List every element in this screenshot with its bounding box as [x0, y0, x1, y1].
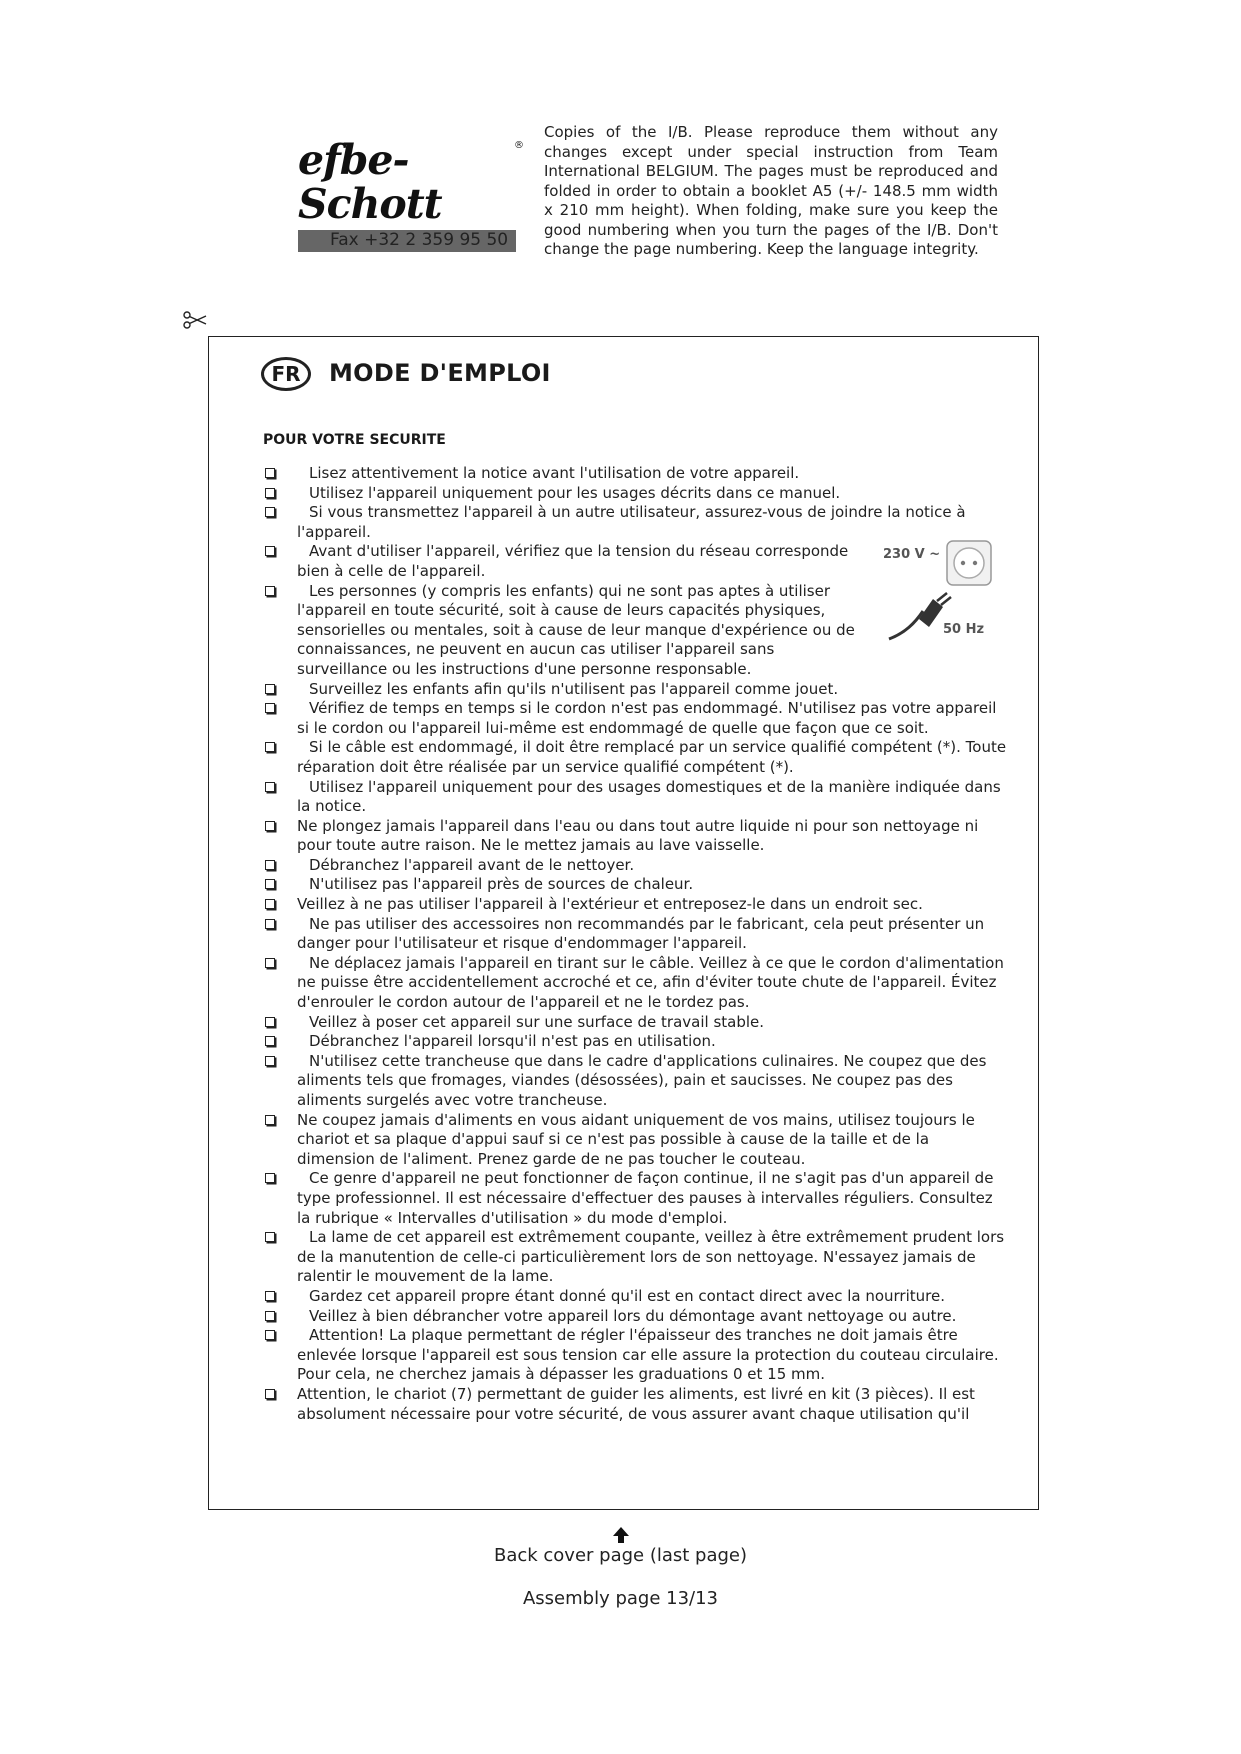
plug-frequency: 50 Hz	[943, 622, 985, 637]
list-item: Attention! La plaque permettant de régler l'épaisseur des tranches ne doit jamais être enlevée lorsque l'appareil est sous tension car elle assure la protection du couteau circulaire. Pour cela, ne cherchez jamais à dépasser les graduations 0 et 15 mm.	[209, 1326, 1040, 1385]
list-item: N'utilisez pas l'appareil près de sources de chaleur.	[209, 875, 1040, 895]
checkbox-bullet-icon	[265, 703, 275, 713]
print-instructions: Copies of the I/B. Please reproduce them without any changes except under special instruction from Team International BELGIUM. The pages must be reproduced and folded in order to obtain a booklet A5 (+/- 148.5 mm width x 210 mm height). When folding, make sure you keep the good numbering when you turn the pages of the I/B. Don't change the page numbering. Keep the language integrity.	[544, 123, 998, 258]
checkbox-bullet-icon	[265, 1330, 275, 1340]
checkbox-bullet-icon	[265, 821, 275, 831]
list-item: Débranchez l'appareil avant de le nettoyer.	[209, 856, 1040, 876]
checkbox-bullet-icon	[265, 468, 275, 478]
checkbox-bullet-icon	[265, 1173, 275, 1183]
list-item: Si le câble est endommagé, il doit être remplacé par un service qualifié compétent (*). Toute réparation doit être réalisée par un service qualifié compétent (*).	[209, 738, 1040, 777]
checkbox-bullet-icon	[265, 586, 275, 596]
fax-number: Fax +32 2 359 95 50	[330, 230, 509, 250]
list-item: Vérifiez de temps en temps si le cordon n'est pas endommagé. N'utilisez pas votre appareil si le cordon ou l'appareil lui-même est endommagé de quelle que façon que ce soit.	[209, 699, 1040, 738]
list-item: Utilisez l'appareil uniquement pour des usages domestiques et de la manière indiquée dans la notice.	[209, 778, 1040, 817]
checkbox-bullet-icon	[265, 684, 275, 694]
checkbox-bullet-icon	[265, 879, 275, 889]
section-heading: POUR VOTRE SECURITE	[263, 432, 446, 448]
list-item: Ne déplacez jamais l'appareil en tirant sur le câble. Veillez à ce que le cordon d'alimentation ne puisse être accidentellement accroché et ce, afin d'éviter toute chute de l'appareil. Évitez d'enrouler le cordon autour de l'appareil et ne le tordez pas.	[209, 954, 1040, 1013]
checkbox-bullet-icon	[265, 546, 275, 556]
checkbox-bullet-icon	[265, 919, 275, 929]
list-item: Ne pas utiliser des accessoires non recommandés par le fabricant, cela peut présenter un danger pour l'utilisateur et risque d'endommager l'appareil.	[209, 915, 1040, 954]
list-item: Veillez à bien débrancher votre appareil lors du démontage avant nettoyage ou autre.	[209, 1307, 1040, 1327]
checkbox-bullet-icon	[265, 507, 275, 517]
checkbox-bullet-icon	[265, 1232, 275, 1242]
checkbox-bullet-icon	[265, 860, 275, 870]
checkbox-bullet-icon	[265, 1115, 275, 1125]
checkbox-bullet-icon	[265, 1056, 275, 1066]
list-item: Surveillez les enfants afin qu'ils n'utilisent pas l'appareil comme jouet.	[209, 680, 1040, 700]
safety-rules-list	[209, 464, 1040, 1424]
list-item: Gardez cet appareil propre étant donné qu'il est en contact direct avec la nourriture.	[209, 1287, 1040, 1307]
list-item: Veillez à poser cet appareil sur une surface de travail stable.	[209, 1013, 1040, 1033]
list-item: La lame de cet appareil est extrêmement coupante, veillez à être extrêmement prudent lors de la manutention de celle-ci particulièrement lors de son nettoyage. N'essayez jamais de ralentir le mouvement de la lame.	[209, 1228, 1040, 1287]
list-item: Avant d'utiliser l'appareil, vérifiez que la tension du réseau corresponde bien à celle de l'appareil.	[209, 542, 1040, 581]
registered-mark-icon: ®	[514, 140, 524, 151]
list-item: N'utilisez cette trancheuse que dans le cadre d'applications culinaires. Ne coupez que des aliments tels que fromages, viandes (désossées), pain et saucisses. Ne coupez pas des aliments surgelés avec votre trancheuse.	[209, 1052, 1040, 1111]
checkbox-bullet-icon	[265, 1017, 275, 1027]
back-cover-label: Back cover page (last page)	[493, 1545, 748, 1566]
checkbox-bullet-icon	[265, 1036, 275, 1046]
list-item: Si vous transmettez l'appareil à un autre utilisateur, assurez-vous de joindre la notice à l'appareil.	[209, 503, 1040, 542]
list-item: Veillez à ne pas utiliser l'appareil à l'extérieur et entreposez-le dans un endroit sec.	[209, 895, 1040, 915]
list-item: Débranchez l'appareil lorsqu'il n'est pas en utilisation.	[209, 1032, 1040, 1052]
checkbox-bullet-icon	[265, 1311, 275, 1321]
arrow-up-icon	[610, 1525, 632, 1545]
manual-title: MODE D'EMPLOI	[329, 359, 551, 387]
list-item: Ne coupez jamais d'aliments en vous aidant uniquement de vos mains, utilisez toujours le chariot et sa plaque d'appui sauf si ce n'est pas possible à cause de la taille et de la dimension de l'aliment. Prenez garde de ne pas toucher le couteau.	[209, 1111, 1040, 1170]
assembly-page-label: Assembly page 13/13	[522, 1588, 719, 1609]
scissors-icon	[182, 307, 208, 333]
list-item: Les personnes (y compris les enfants) qui ne sont pas aptes à utiliser l'appareil en toute sécurité, soit à cause de leurs capacités physiques, sensorielles ou mentales, soit à cause de leur manque d'expérience ou de connaissances, ne peuvent en aucun cas utiliser l'appareil sans surveillance ou les instructions d'une personne responsable.	[209, 582, 1040, 680]
list-item: Ne plongez jamais l'appareil dans l'eau ou dans tout autre liquide ni pour son nettoyage ni pour toute autre raison. Ne le mettez jamais au lave vaisselle.	[209, 817, 1040, 856]
plug-voltage: 230 V ~	[883, 547, 941, 562]
list-item: Attention, le chariot (7) permettant de guider les aliments, est livré en kit (3 pièces). Il est absolument nécessaire pour votre sécurité, de vous assurer avant chaque utilisation qu'il	[209, 1385, 1040, 1424]
checkbox-bullet-icon	[265, 742, 275, 752]
list-item: Lisez attentivement la notice avant l'utilisation de votre appareil.	[209, 464, 1040, 484]
checkbox-bullet-icon	[265, 958, 275, 968]
manual-page	[208, 336, 1039, 1510]
list-item: Utilisez l'appareil uniquement pour les usages décrits dans ce manuel.	[209, 484, 1040, 504]
list-item: Ce genre d'appareil ne peut fonctionner de façon continue, il ne s'agit pas d'un appareil de type professionnel. Il est nécessaire d'effectuer des pauses à intervalles réguliers. Consultez la rubrique « Intervalles d'utilisation » du mode d'emploi.	[209, 1169, 1040, 1228]
checkbox-bullet-icon	[265, 1291, 275, 1301]
brand-wordmark: efbe-Schott	[298, 136, 442, 228]
checkbox-bullet-icon	[265, 1389, 275, 1399]
checkbox-bullet-icon	[265, 899, 275, 909]
checkbox-bullet-icon	[265, 488, 275, 498]
language-badge: FR	[261, 357, 311, 391]
checkbox-bullet-icon	[265, 782, 275, 792]
